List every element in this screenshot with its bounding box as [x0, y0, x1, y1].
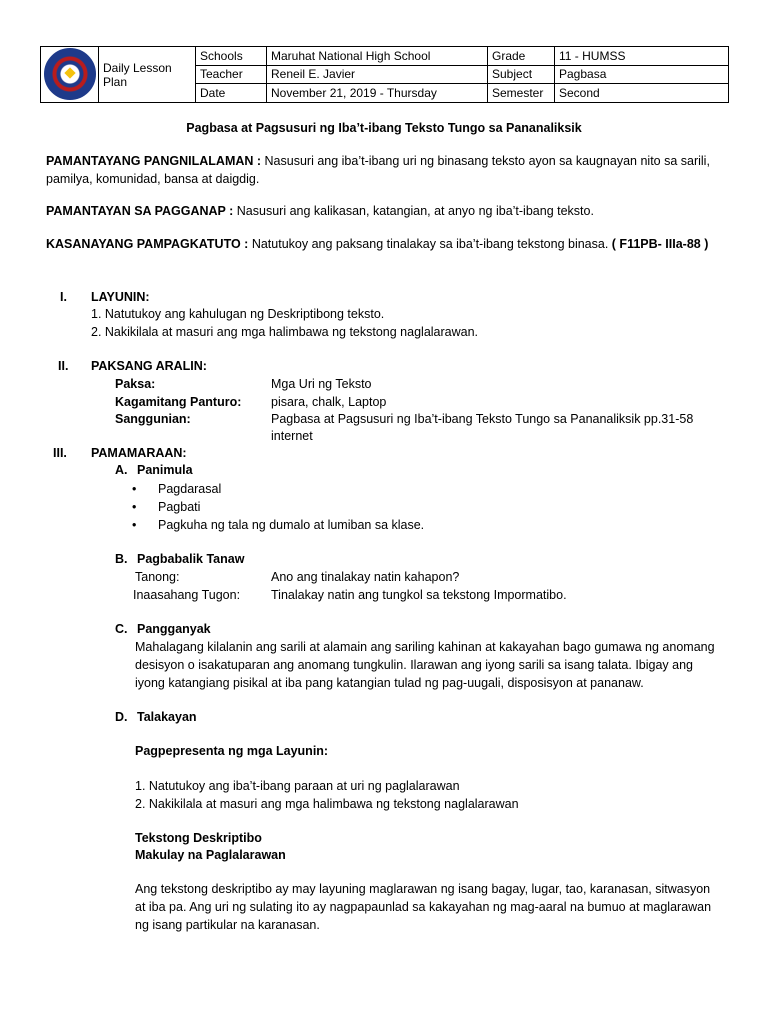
c-letter: C.: [115, 622, 128, 636]
c-line-2: desisyon o isakatuparan ang anomang tungkulin. Ilarawan ang iyong sarili sa isang talata. Ibigay ang: [135, 658, 694, 672]
a-letter: A.: [115, 463, 128, 477]
b-letter: B.: [115, 552, 128, 566]
grade-label: Grade: [488, 47, 555, 66]
sanggunian-label: Sanggunian:: [115, 412, 191, 426]
section-3-number: III.: [53, 446, 67, 460]
date-label: Date: [196, 84, 267, 103]
kagamitan-label: Kagamitang Panturo:: [115, 395, 242, 409]
pangnilalaman-line: [46, 154, 710, 168]
teacher-value: Reneil E. Javier: [267, 65, 488, 84]
subject-label: Subject: [488, 65, 555, 84]
page-title: Pagbasa at Pagsusuri ng Iba’t-ibang Teksto Tungo sa Pananaliksik: [186, 121, 582, 135]
d-line-2: at iba pa. Ang uri ng sulating ito ay nagpapaunlad sa kakayahan ng mag-aaral na bumuo at maglarawan: [135, 900, 712, 914]
sanggunian-value-1: Pagbasa at Pagsusuri ng Iba’t-ibang Teksto Tungo sa Pananaliksik pp.31-58: [271, 412, 694, 426]
pagganap-line: [46, 204, 594, 218]
section-2-number: II.: [58, 359, 69, 373]
logo-cell: [41, 47, 99, 103]
tugon-value: Tinalakay natin ang tungkol sa tekstong Impormatibo.: [271, 588, 567, 602]
pangnilalaman-label: PAMANTAYANG PANGNILALAMAN :: [46, 154, 262, 168]
paksa-label: Paksa:: [115, 377, 156, 391]
sanggunian-value-2: internet: [271, 429, 313, 443]
teacher-label: Teacher: [196, 65, 267, 84]
kagamitan-value: pisara, chalk, Laptop: [271, 395, 387, 409]
pagganap-label: PAMANTAYAN SA PAGGANAP :: [46, 204, 234, 218]
header-table: [40, 46, 729, 103]
d-heading-1: Tekstong Deskriptibo: [135, 831, 262, 845]
a-bullet-2: • Pagbati: [158, 500, 200, 514]
d-item-1: 1. Natutukoy ang iba’t-ibang paraan at uri ng paglalarawan: [135, 779, 460, 793]
section-1-title: LAYUNIN:: [91, 290, 150, 304]
paksa-value: Mga Uri ng Teksto: [271, 377, 372, 391]
grade-value: 11 - HUMSS: [555, 47, 729, 66]
d-item-2: 2. Nakikilala at masuri ang mga halimbawa ng tekstong naglalarawan: [135, 797, 519, 811]
tugon-label: Inaasahang Tugon:: [133, 588, 241, 602]
subject-value: Pagbasa: [555, 65, 729, 84]
semester-label: Semester: [488, 84, 555, 103]
tanong-value: Ano ang tinalakay natin kahapon?: [271, 570, 460, 584]
section-3-title: PAMAMARAAN:: [91, 446, 187, 460]
d-line-1: Ang tekstong deskriptibo ay may layuning maglarawan ng isang bagay, lugar, tao, karanasan, sitwasyon: [135, 882, 711, 896]
d-heading-2: Makulay na Paglalarawan: [135, 848, 286, 862]
kasanayan-label: KASANAYANG PAMPAGKATUTO :: [46, 237, 249, 251]
d-subheading: Pagpepresenta ng mga Layunin:: [135, 744, 329, 758]
section-1-number: I.: [60, 290, 67, 304]
d-line-3: ng isang partikular na karanasan.: [135, 918, 320, 932]
tanong-label: Tanong:: [135, 570, 180, 584]
deped-seal-icon: [44, 48, 96, 100]
b-title: Pagbabalik Tanaw: [137, 552, 245, 566]
pangnilalaman-text: Nasusuri ang iba’t-ibang uri ng binasang teksto ayon sa kaugnayan nito sa sarili,: [261, 154, 710, 168]
c-line-3: iyong katangiang pisikal at iba pang katangian tulad ng pag-uugali, disposisyon at pananaw.: [135, 676, 644, 690]
schools-value: Maruhat National High School: [267, 47, 488, 66]
pagganap-text: Nasusuri ang kalikasan, katangian, at anyo ng iba’t-ibang teksto.: [233, 204, 594, 218]
layunin-item-1: 1. Natutukoy ang kahulugan ng Deskriptibong teksto.: [91, 307, 385, 321]
a-bullet-3: • Pagkuha ng tala ng dumalo at lumiban sa klase.: [158, 518, 424, 532]
pangnilalaman-text-2: pamilya, komunidad, bansa at daigdig.: [46, 172, 260, 186]
d-letter: D.: [115, 710, 128, 724]
c-title: Pangganyak: [137, 622, 211, 636]
a-bullet-1: • Pagdarasal: [158, 482, 221, 496]
schools-label: Schools: [196, 47, 267, 66]
semester-value: Second: [555, 84, 729, 103]
doc-label: Daily Lesson Plan: [99, 47, 196, 103]
date-value: November 21, 2019 - Thursday: [267, 84, 488, 103]
kasanayan-text: Natutukoy ang paksang tinalakay sa iba’t-ibang tekstong binasa.: [248, 237, 609, 251]
section-2-title: PAKSANG ARALIN:: [91, 359, 207, 373]
kasanayan-code: ( F11PB- IIIa-88 ): [611, 237, 709, 251]
layunin-item-2: 2. Nakikilala at masuri ang mga halimbawa ng tekstong naglalarawan.: [91, 325, 479, 339]
a-title: Panimula: [137, 463, 193, 477]
kasanayan-line: [46, 237, 708, 251]
d-title: Talakayan: [137, 710, 197, 724]
c-line-1: Mahalagang kilalanin ang sarili at alamain ang sariling kahinan at kakayahan bago gumawa ng anomang: [135, 640, 715, 654]
